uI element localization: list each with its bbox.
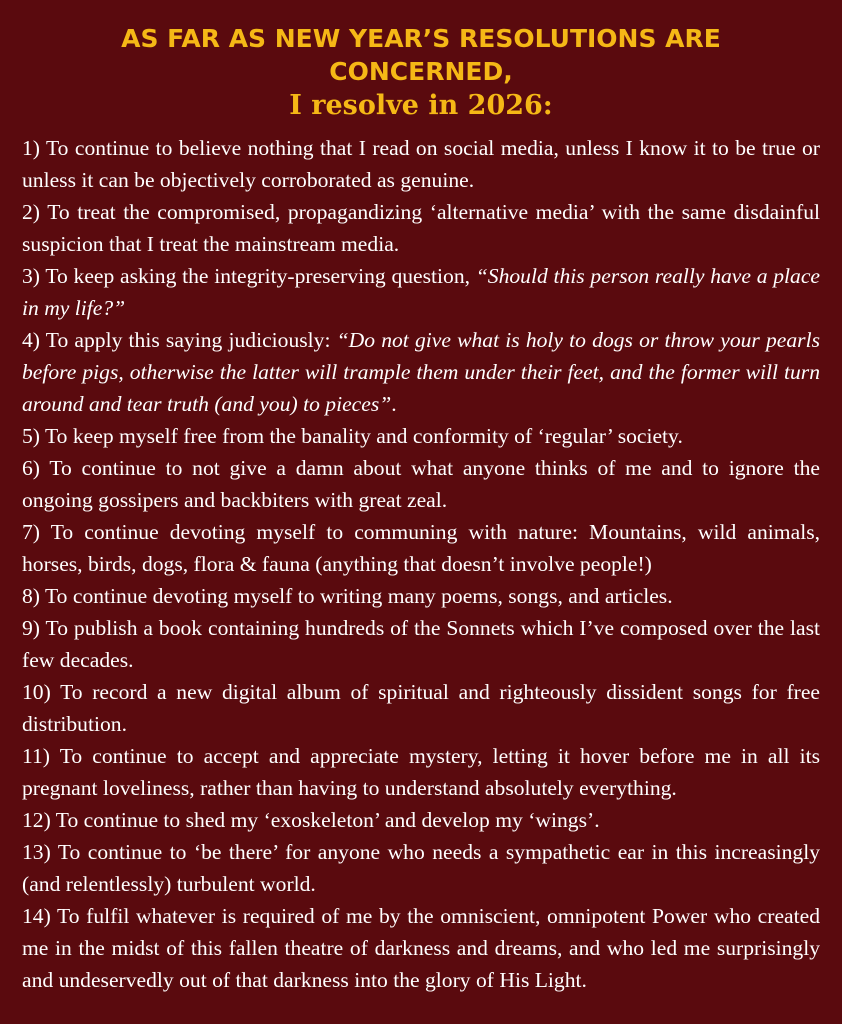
resolution-9: 9) To publish a book containing hundreds of the Sonnets which I’ve composed over the last few decades. <box>22 616 820 672</box>
resolution-3-quote: “Should this person really have a place in my life?” <box>22 264 820 320</box>
resolution-4-quote: “Do not give what is holy to dogs or throw your pearls before pigs, otherwise the latter will trample them under their feet, and the former will turn around and tear truth (and you) to pieces” <box>22 328 820 416</box>
resolution-10: 10) To record a new digital album of spiritual and righteously dissident songs for free distribution. <box>22 680 820 736</box>
resolution-13: 13) To continue to ‘be there’ for anyone who needs a sympathetic ear in this increasingly (and relentlessly) turbulent world. <box>22 840 820 896</box>
resolution-12: 12) To continue to shed my ‘exoskeleton’ and develop my ‘wings’. <box>22 808 600 832</box>
resolutions-list <box>22 132 820 996</box>
resolution-4: 4) To apply this saying judiciously: “Do not give what is holy to dogs or throw your pearls before pigs, otherwise the latter will trample them under their feet, and the former will turn around and tear truth (and you) to pieces”. <box>22 328 820 416</box>
resolution-8: 8) To continue devoting myself to writing many poems, songs, and articles. <box>22 584 673 608</box>
resolution-11: 11) To continue to accept and appreciate mystery, letting it hover before me in all its pregnant loveliness, rather than having to understand absolutely everything. <box>22 744 820 800</box>
resolution-2: 2) To treat the compromised, propagandizing ‘alternative media’ with the same disdainful suspicion that I treat the mainstream media. <box>22 200 820 256</box>
resolution-5: 5) To keep myself free from the banality and conformity of ‘regular’ society. <box>22 424 683 448</box>
resolution-3: 3) To keep asking the integrity-preserving question, “Should this person really have a place in my life?” <box>22 264 820 320</box>
title-heading <box>22 22 820 88</box>
subtitle: I resolve in 2026: <box>289 90 553 121</box>
title-line-2: CONCERNED, <box>329 57 513 86</box>
resolution-14: 14) To fulfil whatever is required of me by the omniscient, omnipotent Power who created me in the midst of this fallen theatre of darkness and dreams, and who led me surprisingly and undeservedly out of that darkness into the glory of His Light. <box>22 904 820 992</box>
resolution-6: 6) To continue to not give a damn about what anyone thinks of me and to ignore the ongoing gossipers and backbiters with great zeal. <box>22 456 820 512</box>
title-line-1: AS FAR AS NEW YEAR’S RESOLUTIONS ARE <box>121 24 721 53</box>
resolution-7: 7) To continue devoting myself to communing with nature: Mountains, wild animals, horses, birds, dogs, flora & fauna (anything that doesn’t involve people!) <box>22 520 820 576</box>
resolution-1: 1) To continue to believe nothing that I read on social media, unless I know it to be true or unless it can be objectively corroborated as genuine. <box>22 136 820 192</box>
